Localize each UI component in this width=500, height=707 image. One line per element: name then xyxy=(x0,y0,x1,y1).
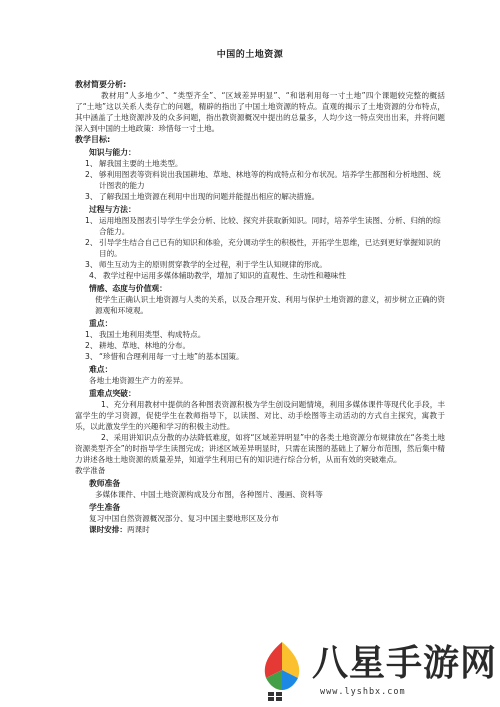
knowledge-item: 3、 了解我国土地资源在利用中出现的问题并能提出相应的解决措施。 xyxy=(85,192,320,201)
knowledge-item: 1、 解我国主要的土地类型。 xyxy=(85,159,183,168)
process-item: 1、 运用地图及图表引导学生学会分析、比较、探究并获取新知识。同时，培养学生读图、分析、归纳的综合能力。 xyxy=(85,216,441,236)
teacher-prep-heading: 教师准备 xyxy=(89,479,121,488)
document-title: 中国的土地资源 xyxy=(216,50,284,60)
key-point-item: 1、 我国土地利用类型、构成特点。 xyxy=(85,330,206,339)
class-hours xyxy=(75,524,445,535)
breakthrough-heading: 重难点突破： xyxy=(89,389,136,398)
brand-url: www.lyshbx.com xyxy=(320,687,406,697)
document-body xyxy=(75,79,445,535)
key-points-heading: 重点： xyxy=(89,319,113,328)
attitude-body: 使学生正确认识土地资源与人类的关系，以及合理开发、利用与保护土地资源的意义，初步树立正确的资源观和环境观。 xyxy=(95,295,445,315)
brand-logo-icon xyxy=(258,640,306,702)
objectives-heading: 教学目标: xyxy=(75,135,111,144)
key-point-item: 2、 耕地、草地、林地的分布。 xyxy=(85,341,191,350)
class-hours-label: 课时安排： xyxy=(89,525,127,534)
process-item: 3、 师生互动为主的原则贯穿教学的全过程，利于学生认知规律的形成。 xyxy=(85,260,327,269)
teacher-prep-body: 多媒体课件、中国土地资源构成及分布图，各种图片、漫画、资料等 xyxy=(95,490,323,499)
key-point-item: 3、 “珍惜和合理利用每一寸土地”的基本国策。 xyxy=(85,352,244,361)
difficulty-heading: 难点： xyxy=(89,365,113,374)
process-item: 2、 引导学生结合自己已有的知识和体验，充分调动学生的积极性，开拓学生思维，已达到更好掌握知识的目的。 xyxy=(85,238,441,258)
process-item: 4、 教学过程中运用多媒体辅助教学，增加了知识的直观性、生动性和趣味性 xyxy=(89,271,346,280)
knowledge-heading: 知识与能力： xyxy=(89,148,136,157)
process-heading: 过程与方法： xyxy=(89,205,136,214)
student-prep-heading: 学生准备 xyxy=(89,503,121,512)
breakthrough-item: 2、采用讲知识点分散的办法降低难度，如将“区域差异明显”中的各类土地资源分布规律放在“各类土地资源类型齐全”的时指导学生读图完成；讲述区域差异明显时，只需在读图的基础上了解分布范围，然后集中精力讲述各地土地资源的质量差异，知道学生利用已有的知识进行综合分析，从而有效的突破难点。 xyxy=(75,433,445,464)
brand-name: 八星手游网 xyxy=(312,643,498,684)
knowledge-item: 2、 够利用图表等资料说出我国耕地、草地、林地等的构成特点和分布状况。培养学生都图和分析地图、统计图表的能力 xyxy=(85,170,441,190)
student-prep-body: 复习中国自然资源概况部分、复习中国主要地形区及分布 xyxy=(89,514,279,523)
preparation-heading: 教学准备 xyxy=(75,466,106,475)
class-hours-value: 两课时 xyxy=(126,525,150,534)
attitude-heading: 情感、态度与价值观： xyxy=(89,284,167,293)
breakthrough-item: 1、充分利用教材中提供的各种图表资源积极为学生创设问题情境，利用多媒体课件等现代化手段，丰富学生的学习资源，促使学生在教师指导下，以读图、对比、动手绘图等主动活动的方式自主探究，寓教于乐，以此激发学生的兴趣和学习的积极主动性。 xyxy=(75,400,445,431)
difficulty-body: 各地土地资源生产力的差异。 xyxy=(89,376,188,385)
analysis-body: 教材用“人多地少”、“类型齐全”、“区域差异明显”、“和谐利用每一寸土地”四个课题较完整的概括了“土地”这以关系人类存亡的问题，精辟的指出了中国土地资源的特点。直观的揭示了土地资源的分布特点，其中涵盖了土地资源涉及的众多问题，指出教资源概况中提出的总量多，人均少这一特点突出出来，并将问题深入到中国的土地政策：珍惜每一寸土地。 xyxy=(75,91,445,133)
site-watermark xyxy=(250,640,500,707)
analysis-heading: 教材简要分析: xyxy=(75,80,127,89)
